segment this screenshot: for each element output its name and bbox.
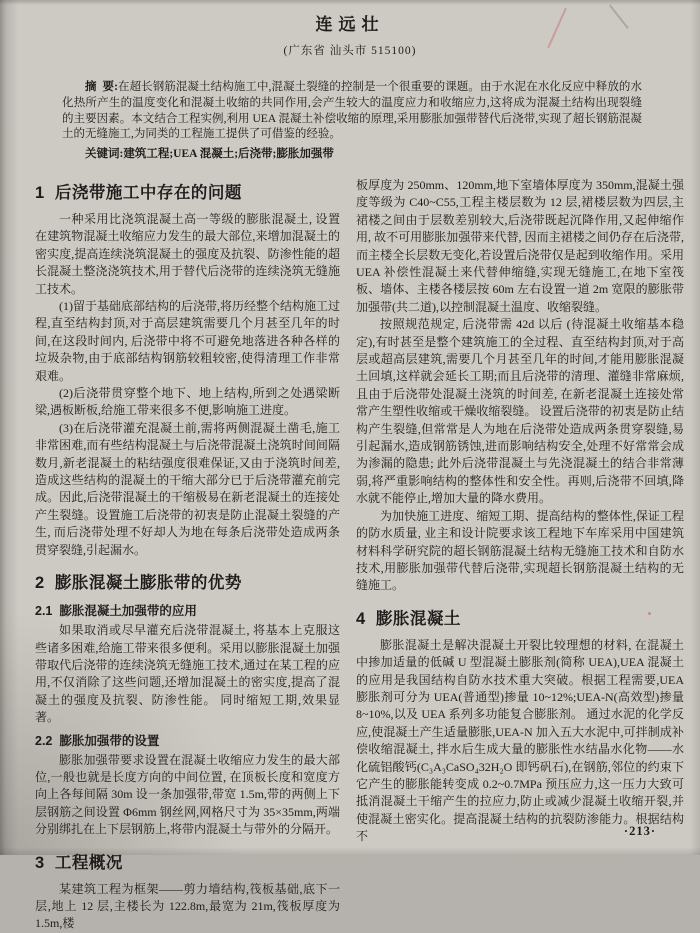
author-name: 连远壮 (315, 15, 385, 34)
section-2-2-paragraph: 膨胀加强带要求设置在混凝土收缩应力发生的最大部位,一般也就是长度方向的中间位置, 在顶板长度和宽度方向上各每间隔 30m 设一条加强带,带宽 1.5m,带的两侧上下层钢筋之间设置 Φ6mm 钢丝网,网格尺寸为 35×35mm,两端分别绑扎在上下层钢筋上,将带内混凝土与带外的分隔开。 (35, 752, 340, 837)
section-2-heading: 2 膨胀混凝土膨胀带的优势 (35, 574, 242, 593)
right-column (356, 177, 684, 933)
section-3-paragraph-continued: 板厚度为 250mm、120mm,地下室墙体厚度为 350mm,混凝土强度等级为 C40~C55,工程主楼层数为 12 层,裙楼层数为四层,主裙楼之间由于层数差别较大,后浇带既起沉降作用,又起伸缩作用, 故不可用膨胀加强带来代替, 因而主裙楼之间仍存在后浇带,而主楼全长层数无变化,若设置后浇带仅是起到收缩作用。采用 UEA 补偿性混凝土来代替伸缩缝,实现无缝施工,在地下室筏板、墙体、主楼各楼层按 60m 左右设置一道 2m 宽限的膨胀带加强带(共二道),以控制混凝土温度、收缩裂缝。 (356, 177, 684, 314)
keywords-text: 建筑工程;UEA 混凝土;后浇带;膨胀加强带 (123, 148, 334, 161)
abstract-paragraph (62, 80, 642, 143)
section-4-paragraph: 膨胀混凝土是解决混凝土开裂比较理想的材料, 在混凝土中掺加适量的低碱 U 型混凝土膨胀剂(简称 UEA),UEA 混凝土的应用是我国结构自防水技术重大突破。根据工程需要,UEA 膨胀剂可分为 UEA(普通型)掺量 10~12%;UEA-N(高效型)掺量 8~10%,以及 UEA 系列多功能复合膨胀剂。 通过水泥的化学反应,使混凝土产生适量膨胀,UEA-N 加入五大水泥中,可拌制成补偿收缩混凝土, 拌水后生成大量的膨胀性水结晶水化物——水化硫铝酸钙(C₃A₃CaSO₄32H₂O 即钙矾石),在钢筋,邻位的约束下它产生的膨胀能转变成 0.2~0.7MPa 预压应力,这一压力大致可抵消混凝土干缩产生的拉应力,防止或减少混凝土收缩开裂,并使混凝土密实化。提高混凝土结构的抗裂防渗能力。根据结构不 (356, 637, 684, 844)
section-1-heading: 1 后浇带施工中存在的问题 (35, 183, 242, 202)
section-2-2-heading: 2.2 膨胀加强带的设置 (35, 733, 160, 748)
section-3-paragraph-2: 按照规范规定, 后浇带需 42d 以后 (待混凝土收缩基本稳定),有时甚至是整个建筑施工的全过程、直至结构封顶,对于高层或超高层建筑,需要几个月甚至几年的时间,才能用膨胀混凝土回填,这样就会延长工期;而且后浇带的清理、灌缝非常麻烦,且由于后浇带处混凝土浇筑的时间差, 在新老混凝土连接处常常产生塑性收缩或干燥收缩裂缝。 设置后浇带的初衷是防止结构产生裂缝,但常常是人为地在后浇带处造成两条贯穿裂缝,易引起漏水,造成钢筋锈蚀,进而影响结构安全,处理不好常常会成为渗漏的隐患; 此外后浇带混凝土与先浇混凝土的结合非常薄弱,将严重影响结构的整体性和安全性。再则,后浇带不回填,降水就不能停止,增加大量的降水费用。 (356, 317, 684, 506)
section-1-paragraph-item2: (2)后浇带贯穿整个地下、地上结构,所到之处遇梁断梁,遇板断板,给施工带来很多不便,影响施工进度。 (35, 386, 340, 418)
paper-header (0, 0, 700, 58)
section-3-paragraph: 某建筑工程为框架——剪力墙结构,筏板基础,底下一层,地上 12 层,主楼长为 122.8m,最宽为 21m,筏板厚度为 1.5m,楼 (35, 881, 340, 931)
keywords-line (62, 147, 642, 163)
section-2-1-paragraph: 如果取消或尽早灌充后浇带混凝土, 将基本上克服这些诸多困难,给施工带来很多便利。采用以膨胀混凝土加强带取代后浇带的连续浇筑无缝施工技术,通过在某工程的应用,不仅消除了这些问题,还增加混凝土的密实度,提高了混凝土的强度及抗裂、防渗性能。 同时缩短工期,效果显著。 (35, 623, 340, 725)
section-1-paragraph-item1: (1)留于基础底部结构的后浇带,将历经整个结构施工过程,直至结构封顶,对于高层建筑需要几个月甚至几年的时间,在这段时间内, 后浇带中将不可避免地落进各种各样的垃圾杂物,由于底部结构钢筋较粗较密,使得清理工作非常艰难。 (35, 299, 340, 383)
abstract-block (62, 80, 642, 163)
section-1-paragraph-item3: (3)在后浇带灌充混凝土前,需将两侧混凝土凿毛,施工非常困难,而有些结构混凝土与后浇带混凝土浇筑时间间隔数月,新老混凝土的粘结强度很难保证,又由于浇筑时间差,造成这些结构的混凝土的干缩大部分已于后浇带灌充前完成。因此,后浇带混凝土的干缩极易在新老混凝土的连接处产生裂缝。设置施工后浇带的初衷是防止混凝土裂缝的产生, 而后浇带处理不好却人为地在每条后浇带处造成两条贯穿裂缝,引起漏水。 (35, 420, 340, 557)
left-column (35, 177, 340, 933)
scan-artifact-red-dot (648, 612, 651, 615)
abstract-text: 在超长钢筋混凝土结构施工中,混凝土裂缝的控制是一个很重要的课题。由于水泥在水化反应中释放的水化热所产生的温度变化和混凝土收缩的共同作用,会产生较大的温度应力和收缩应力,这将成为混凝土结构出现裂缝的主要因素。本文结合工程实例,利用 UEA 混凝土补偿收缩的原理,采用膨胀加强带替代后浇带,实现了超长钢筋混凝土的无缝施工,为同类的工程施工提供了可借鉴的经验。 (62, 81, 642, 141)
section-3-heading: 3 工程概况 (35, 853, 123, 872)
section-4-heading: 4 膨胀混凝土 (356, 609, 461, 628)
keywords-label: 关键词: (85, 148, 124, 161)
author-affiliation: (广东省 汕头市 515100) (283, 45, 417, 57)
section-1-paragraph-intro: 一种采用比浇筑混凝土高一等级的膨胀混凝土, 设置在建筑物混凝土收缩应力发生的最大部位,来增加混凝土的密实度,提高连续浇筑混凝土的强度及抗裂、防渗性能的超长混凝土整浇浇筑技术,用于替代后浇带的连续浇筑无缝施工技术。 (35, 211, 340, 296)
two-column-body (0, 163, 700, 933)
section-3-paragraph-3: 为加快施工进度、缩短工期、提高结构的整体性,保证工程的防水质量, 业主和设计院要求该工程地下车库采用中国建筑材料科学研究院的超长钢筋混凝土结构无缝施工技术和自防水技术,用膨胀加强带代替后浇带,实现超长钢筋混凝土结构的无缝施工。 (356, 508, 684, 593)
abstract-label: 摘 要: (85, 81, 118, 93)
page-number: ·213· (623, 824, 656, 838)
section-2-1-heading: 2.1 膨胀混凝土加强带的应用 (35, 604, 197, 619)
